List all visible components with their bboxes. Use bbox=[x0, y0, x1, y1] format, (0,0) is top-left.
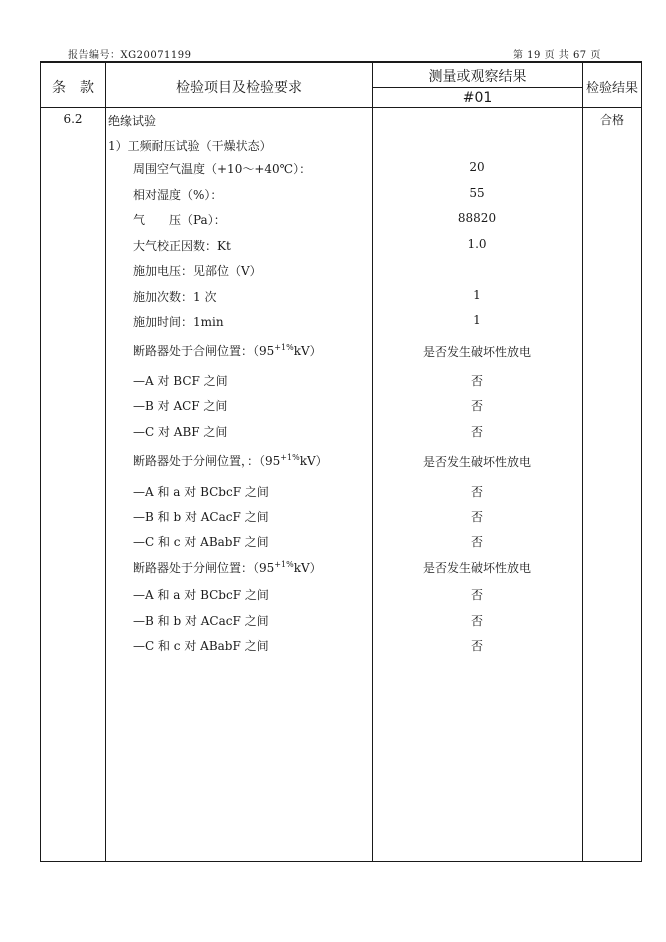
param-value: 1 bbox=[473, 288, 481, 302]
row-value: 否 bbox=[470, 399, 483, 413]
row-label: —A 对 BCF 之间 bbox=[133, 374, 228, 388]
row-label: —C 和 c 对 ABabF 之间 bbox=[133, 535, 269, 549]
param-value: 1.0 bbox=[467, 237, 487, 251]
page-info: 第 19 页 共 67 页 bbox=[513, 50, 601, 61]
row-value: 否 bbox=[470, 535, 483, 549]
param-value: 1 bbox=[473, 313, 481, 327]
row-value: 否 bbox=[470, 510, 483, 524]
row-label: —A 和 a 对 BCbcF 之间 bbox=[133, 588, 269, 602]
col-clause-header: 条 款 bbox=[52, 80, 94, 96]
verdict: 合格 bbox=[599, 113, 624, 127]
tolerance-sup: +1% bbox=[280, 453, 300, 462]
col-sample-header: #01 bbox=[462, 90, 493, 106]
row-value: 否 bbox=[470, 374, 483, 388]
row-label: —B 和 b 对 ACacF 之间 bbox=[133, 614, 269, 628]
param-value: 55 bbox=[469, 186, 485, 200]
param-label: 相对湿度（%）： bbox=[133, 188, 223, 202]
condition-text: 断路器处于分闸位置：（95 bbox=[133, 561, 275, 575]
section-title: 绝缘试验 bbox=[108, 114, 157, 128]
param-label: 施加时间：1min bbox=[133, 315, 224, 329]
row-value: 否 bbox=[470, 614, 483, 628]
param-label: 周围空气温度（+10～+40℃）： bbox=[133, 162, 312, 176]
col-measure-header: 测量或观察结果 bbox=[428, 69, 527, 85]
param-label: 气 压（Pa）： bbox=[133, 213, 226, 227]
group-condition bbox=[133, 452, 328, 469]
row-value: 否 bbox=[470, 425, 483, 439]
row-value: 否 bbox=[470, 588, 483, 602]
row-label: —C 对 ABF 之间 bbox=[133, 425, 228, 439]
group-condition bbox=[133, 559, 322, 576]
report-number: 报告编号：XG20071199 bbox=[68, 50, 192, 61]
condition-unit: kV） bbox=[299, 454, 328, 468]
col-result-header: 检验结果 bbox=[585, 81, 638, 96]
row-value: 否 bbox=[470, 639, 483, 653]
param-value: 88820 bbox=[457, 211, 497, 225]
param-value: 20 bbox=[469, 160, 485, 174]
row-label: —B 和 b 对 ACacF 之间 bbox=[133, 510, 269, 524]
param-label: 施加次数：1 次 bbox=[133, 290, 217, 304]
condition-text: 断路器处于分闸位置，：（95 bbox=[133, 454, 281, 468]
row-value: 否 bbox=[470, 485, 483, 499]
group-question: 是否发生破坏性放电 bbox=[422, 345, 531, 359]
group-condition bbox=[133, 342, 322, 359]
col-item-header: 检验项目及检验要求 bbox=[176, 80, 302, 96]
param-label: 大气校正因数：Kt bbox=[133, 239, 231, 253]
section-subtitle: 1）工频耐压试验（干燥状态） bbox=[108, 139, 272, 153]
tolerance-sup: +1% bbox=[274, 343, 294, 352]
param-label: 施加电压：见部位（V） bbox=[133, 264, 262, 278]
condition-unit: kV） bbox=[293, 561, 322, 575]
row-label: —A 和 a 对 BCbcF 之间 bbox=[133, 485, 269, 499]
tolerance-sup: +1% bbox=[274, 560, 294, 569]
group-question: 是否发生破坏性放电 bbox=[422, 455, 531, 469]
condition-text: 断路器处于合闸位置：（95 bbox=[133, 344, 275, 358]
row-label: —C 和 c 对 ABabF 之间 bbox=[133, 639, 269, 653]
row-label: —B 对 ACF 之间 bbox=[133, 399, 228, 413]
condition-unit: kV） bbox=[293, 344, 322, 358]
clause-number: 6.2 bbox=[63, 112, 83, 126]
group-question: 是否发生破坏性放电 bbox=[422, 561, 531, 575]
